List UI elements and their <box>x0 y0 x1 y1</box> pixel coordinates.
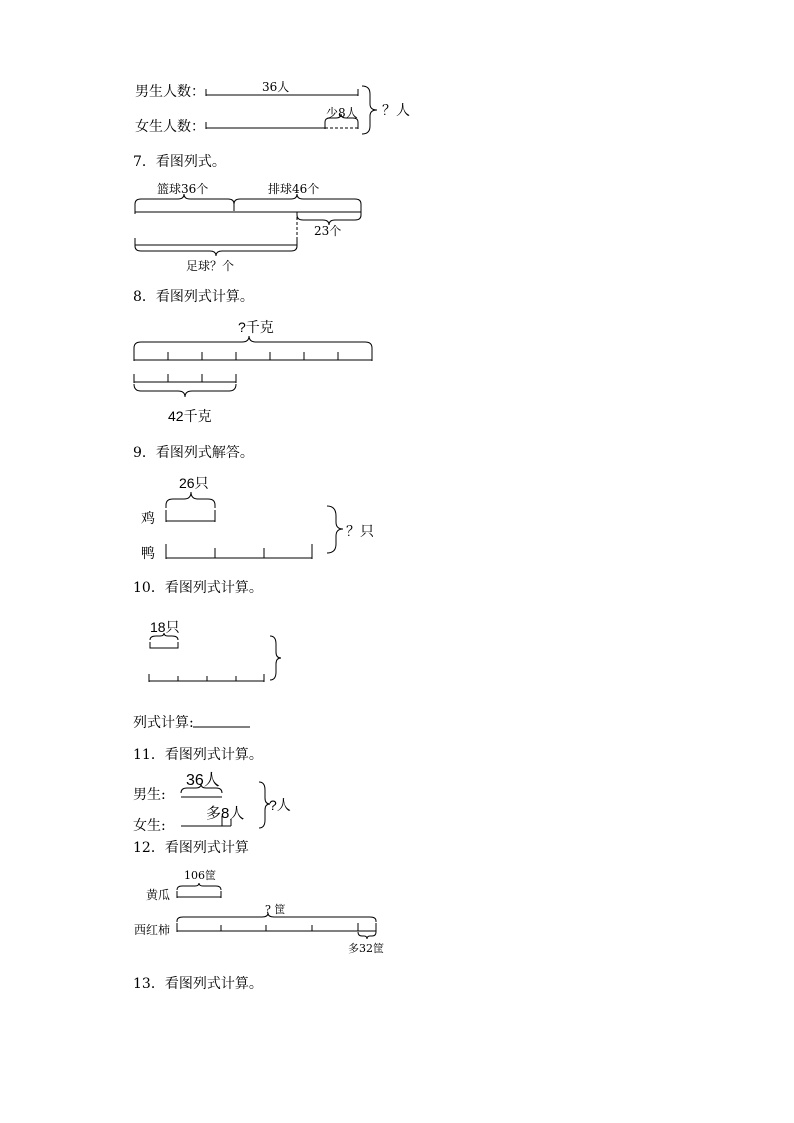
question-8-title: 8．看图列式计算。 <box>133 289 254 305</box>
cucumber-value-label: 106筐 <box>184 869 216 882</box>
question-9-title: 9．看图列式解答。 <box>133 445 254 461</box>
question-12-title: 12．看图列式计算 <box>133 840 249 856</box>
question-13-title: 13．看图列式计算。 <box>133 976 263 992</box>
basketball-label: 篮球36个 <box>157 182 209 196</box>
boys-label: 男生: <box>133 787 166 803</box>
answer-label: 列式计算: <box>133 715 194 731</box>
part-weight-label: 42千克 <box>168 408 212 424</box>
cucumber-label: 黄瓜 <box>146 888 171 902</box>
less-value-label: 少8人 <box>326 106 358 120</box>
boys-count-label: 男生人数： <box>135 84 205 100</box>
boys-value-label: 36人 <box>186 772 220 789</box>
chicken-label: 鸡 <box>141 511 155 527</box>
girls-count-label: 女生人数： <box>135 119 205 135</box>
more-value-label: 多32筐 <box>348 942 384 955</box>
total-unknown-label: ?人 <box>269 797 291 813</box>
question-10-title: 10．看图列式计算。 <box>133 580 263 596</box>
girls-label: 女生: <box>133 818 166 834</box>
unit-value-label: 18只 <box>150 619 180 635</box>
chicken-value-label: 26只 <box>179 475 209 491</box>
tomato-label: 西红柿 <box>134 923 171 937</box>
football-label: 足球？个 <box>186 259 235 273</box>
total-unknown-label: ? 筐 <box>265 903 286 916</box>
more-value-label: 多8人 <box>206 805 245 822</box>
difference-label: 23个 <box>314 224 342 238</box>
question-11-title: 11．看图列式计算。 <box>133 747 263 763</box>
total-unknown-label: ？人 <box>382 103 410 119</box>
duck-label: 鸭 <box>141 546 155 562</box>
total-weight-label: ?千克 <box>238 319 274 335</box>
boys-value-label: 36人 <box>262 80 290 94</box>
question-7-title: 7．看图列式。 <box>133 154 226 170</box>
total-unknown-label: ？只 <box>346 523 374 539</box>
volleyball-label: 排球46个 <box>268 182 320 196</box>
